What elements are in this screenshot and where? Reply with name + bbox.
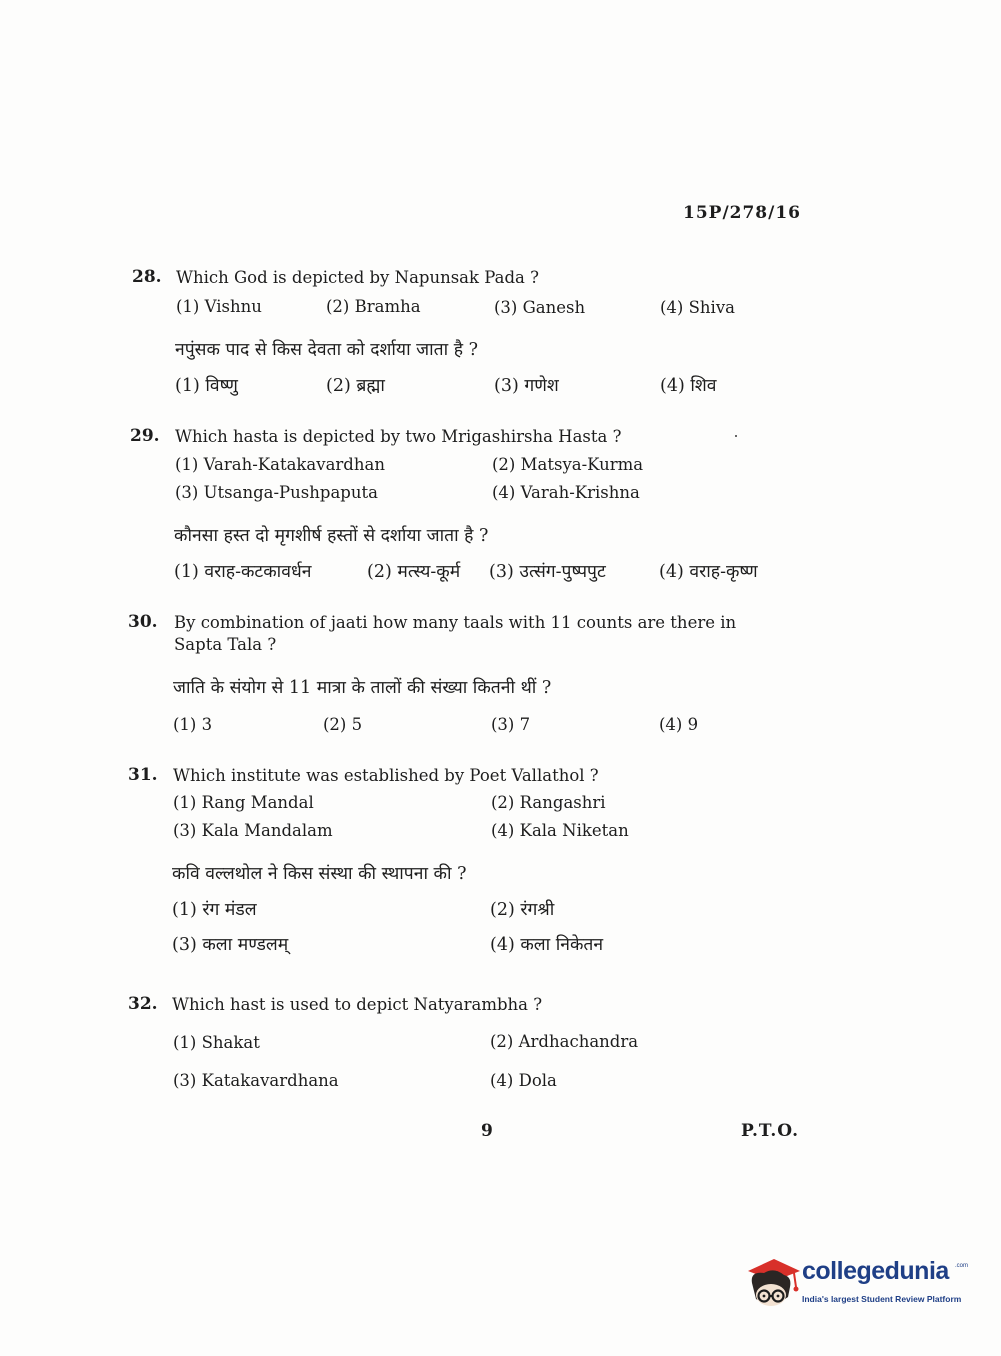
q31-option-4-hi[interactable]: (4) कला निकेतन [490, 935, 604, 955]
q32-option-3[interactable]: (3) Katakavardhana [173, 1071, 339, 1090]
q30-option-1[interactable]: (1) 3 [173, 715, 213, 734]
q28-option-3-hi[interactable]: (3) गणेश [494, 376, 559, 396]
question-29-text-hi: कौनसा हस्त दो मृगशीर्ष हस्तों से दर्शाया जाता है ? [174, 526, 489, 546]
logo-tld: .com [955, 1263, 969, 1269]
q28-option-2-en[interactable]: (2) Bramha [326, 297, 421, 316]
question-28-text-en: Which God is depicted by Napunsak Pada ? [176, 268, 539, 287]
q30-option-4[interactable]: (4) 9 [659, 715, 699, 734]
question-31-text-en: Which institute was established by Poet Vallathol ? [173, 766, 599, 785]
q29-option-3-hi[interactable]: (3) उत्संग-पुष्पपुट [489, 562, 606, 582]
q31-option-2-hi[interactable]: (2) रंगश्री [490, 900, 555, 920]
q28-option-4-en[interactable]: (4) Shiva [660, 298, 735, 317]
q32-option-1[interactable]: (1) Shakat [173, 1033, 260, 1052]
q29-option-1-hi[interactable]: (1) वराह-कटकावर्धन [174, 562, 312, 582]
q28-option-2-hi[interactable]: (2) ब्रह्मा [326, 376, 385, 396]
pto-label: P.T.O. [741, 1121, 799, 1141]
question-30-text-en-line2: Sapta Tala ? [174, 635, 277, 654]
question-30-text-en-line1: By combination of jaati how many taals with 11 counts are there in [174, 613, 737, 632]
q28-option-1-hi[interactable]: (1) विष्णु [175, 376, 238, 396]
logo-brand: collegedunia [802, 1257, 949, 1285]
q32-option-2[interactable]: (2) Ardhachandra [490, 1032, 639, 1051]
q31-option-3-en[interactable]: (3) Kala Mandalam [173, 821, 333, 840]
q29-option-3-en[interactable]: (3) Utsanga-Pushpaputa [175, 483, 378, 502]
q31-option-4-en[interactable]: (4) Kala Niketan [491, 821, 629, 840]
stray-dot [735, 435, 737, 437]
q31-option-1-en[interactable]: (1) Rang Mandal [173, 793, 314, 812]
q30-option-3[interactable]: (3) 7 [491, 715, 531, 734]
collegedunia-logo[interactable] [744, 1253, 969, 1315]
q31-option-1-hi[interactable]: (1) रंग मंडल [172, 900, 257, 920]
q29-option-1-en[interactable]: (1) Varah-Katakavardhan [175, 455, 385, 474]
question-31-number: 31. [128, 765, 158, 785]
question-29-text-en: Which hasta is depicted by two Mrigashirsha Hasta ? [175, 427, 622, 446]
q28-option-4-hi[interactable]: (4) शिव [660, 376, 717, 396]
question-28-text-hi: नपुंसक पाद से किस देवता को दर्शाया जाता है ? [175, 340, 478, 360]
question-32-number: 32. [128, 994, 158, 1014]
q32-option-4[interactable]: (4) Dola [490, 1071, 557, 1090]
question-28-number: 28. [132, 267, 162, 287]
logo-tagline: India's largest Student Review Platform [802, 1294, 962, 1304]
mascot-icon [744, 1253, 802, 1315]
question-32-text-en: Which hast is used to depict Natyarambha ? [172, 995, 543, 1014]
q29-option-2-en[interactable]: (2) Matsya-Kurma [492, 455, 644, 474]
question-30-text-hi: जाति के संयोग से 11 मात्रा के तालों की संख्या कितनी थीं ? [173, 678, 552, 698]
question-30-number: 30. [128, 612, 158, 632]
q29-option-2-hi[interactable]: (2) मत्स्य-कूर्म [367, 562, 461, 582]
q31-option-3-hi[interactable]: (3) कला मण्डलम् [172, 935, 289, 955]
q28-option-3-en[interactable]: (3) Ganesh [494, 298, 586, 317]
paper-code: 15P/278/16 [683, 203, 802, 223]
q28-option-1-en[interactable]: (1) Vishnu [176, 297, 262, 316]
page-number: 9 [481, 1121, 493, 1141]
q30-option-2[interactable]: (2) 5 [323, 715, 363, 734]
q31-option-2-en[interactable]: (2) Rangashri [491, 793, 606, 812]
question-29-number: 29. [130, 426, 160, 446]
q29-option-4-en[interactable]: (4) Varah-Krishna [492, 483, 640, 502]
q29-option-4-hi[interactable]: (4) वराह-कृष्ण [659, 562, 758, 582]
question-31-text-hi: कवि वल्लथोल ने किस संस्था की स्थापना की ? [172, 864, 467, 884]
